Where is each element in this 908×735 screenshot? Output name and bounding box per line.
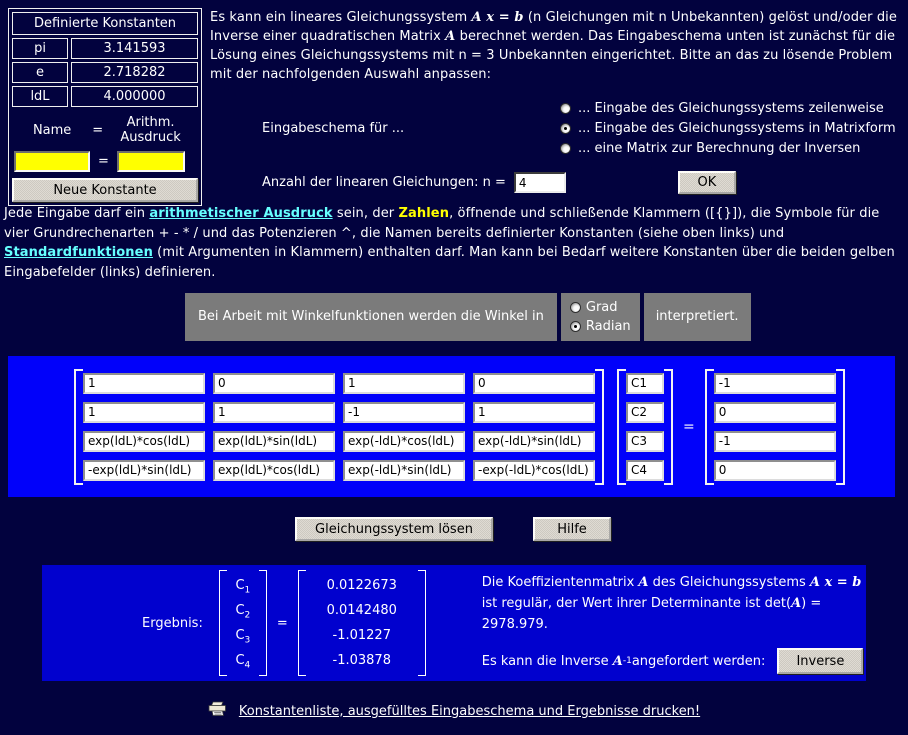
result-unknowns-column xyxy=(227,570,259,676)
angle-band-text-right: interpretiert. xyxy=(644,293,751,341)
unknown-cell-2[interactable] xyxy=(626,431,664,452)
new-constant-button[interactable]: Neue Konstante xyxy=(12,178,198,202)
result-text xyxy=(482,572,866,674)
bracket-right xyxy=(595,369,604,485)
equation-count-input[interactable] xyxy=(514,172,566,193)
angle-mode-band xyxy=(185,293,751,341)
unknown-base: C xyxy=(235,578,245,593)
expr-header-line1: Arithm. xyxy=(126,115,175,130)
schema-option-zeilenweise[interactable] xyxy=(560,99,896,118)
inverse-line xyxy=(482,648,866,674)
rhs-cell-3[interactable] xyxy=(714,460,836,481)
intro-column xyxy=(210,8,904,194)
unknown-base: C xyxy=(235,603,245,618)
matrix-cell-2-3[interactable] xyxy=(473,431,595,452)
constants-panel-title: Definierte Konstanten xyxy=(12,12,198,35)
matrix-cell-3-3[interactable] xyxy=(473,460,595,481)
matrix-cell-2-2[interactable] xyxy=(343,431,465,452)
ok-button[interactable]: OK xyxy=(678,171,736,194)
schema-option-label: ... Eingabe des Gleichungssystems zeilenweise xyxy=(578,101,884,116)
rules-seg: Jede Eingabe darf ein xyxy=(4,206,150,221)
result-seg: Es kann die Inverse xyxy=(481,653,609,669)
schema-label: Eingabeschema für ... xyxy=(262,121,405,136)
angle-option-label: Grad xyxy=(585,300,618,315)
constant-value: 3.141593 xyxy=(71,38,198,59)
equals-label: = xyxy=(92,122,104,138)
equation-count-row xyxy=(210,171,904,194)
result-seg: ) = 2978.979. xyxy=(481,596,822,632)
result-value: -1.01227 xyxy=(332,628,391,643)
schema-option-label: ... eine Matrix zur Berechnung der Inversen xyxy=(578,141,861,156)
intro-seg: Es kann ein lineares Gleichungssystem xyxy=(210,10,472,25)
result-panel xyxy=(42,565,866,681)
equation-matrix-panel xyxy=(8,356,895,497)
result-unknown xyxy=(227,623,259,648)
new-constant-expr-input[interactable] xyxy=(117,151,185,172)
print-link[interactable]: Konstantenliste, ausgefülltes Eingabeschema und Ergebnisse drucken! xyxy=(238,703,701,719)
rhs-column xyxy=(714,369,836,485)
bracket-left xyxy=(705,369,714,485)
bracket-right xyxy=(664,369,673,485)
matrix-cell-0-2[interactable] xyxy=(343,373,465,394)
schema-option-label: ... Eingabe des Gleichungssystems in Matrixform xyxy=(578,121,896,136)
radio-icon[interactable] xyxy=(570,302,581,313)
equals-sign: = xyxy=(276,615,288,631)
matrix-cell-0-3[interactable] xyxy=(473,373,595,394)
unknown-subscript: 1 xyxy=(244,585,251,596)
unknown-subscript: 3 xyxy=(244,635,251,646)
expr-header-line2: Ausdruck xyxy=(120,130,181,145)
unknowns-column xyxy=(626,369,664,485)
new-constant-header xyxy=(12,115,198,145)
unknown-base: C xyxy=(235,653,245,668)
new-constant-name-input[interactable] xyxy=(14,151,90,172)
matrix-cell-0-1[interactable] xyxy=(213,373,335,394)
result-unknown xyxy=(227,598,259,623)
zahlen-highlight: Zahlen xyxy=(398,206,450,221)
result-value: 0.0142480 xyxy=(326,603,397,618)
inverse-button[interactable]: Inverse xyxy=(777,648,863,674)
math-axb: A x = b xyxy=(809,575,862,590)
result-unknown xyxy=(227,573,259,598)
unknown-subscript: 4 xyxy=(244,660,251,671)
result-unknown xyxy=(227,648,259,673)
matrix-grid xyxy=(83,369,595,485)
matrix-cell-3-0[interactable] xyxy=(83,460,205,481)
bracket-right xyxy=(836,369,845,485)
inverse-exponent: -1 xyxy=(622,655,632,666)
constant-value: 4.000000 xyxy=(71,86,198,107)
unknown-base: C xyxy=(235,628,245,643)
equals-label: = xyxy=(98,154,109,169)
unknown-cell-0[interactable] xyxy=(626,373,664,394)
bracket-left xyxy=(74,369,83,485)
matrix-cell-1-0[interactable] xyxy=(83,402,205,423)
schema-options xyxy=(560,99,896,158)
result-seg: des Gleichungssystems xyxy=(648,575,810,590)
printer-icon xyxy=(208,701,227,721)
radio-icon[interactable] xyxy=(560,123,571,134)
rules-seg: (mit Argumenten in Klammern) enthalten darf. Man kann bei Bedarf weitere Konstanten über die beiden gelben Eingabefelder (links) definieren. xyxy=(4,245,895,280)
new-constant-inputs xyxy=(14,151,196,172)
schema-option-matrixform[interactable] xyxy=(560,119,896,138)
intro-seg: (n Gleichungen mit n Unbekannten) gelöst und/oder die Inverse einer quadratischen Matrix xyxy=(210,10,897,44)
constant-name: pi xyxy=(12,38,68,59)
schema-selection xyxy=(210,99,904,158)
result-values-column xyxy=(306,570,418,676)
matrix-cell-2-1[interactable] xyxy=(213,431,335,452)
bracket-left xyxy=(617,369,626,485)
radio-icon[interactable] xyxy=(570,321,581,332)
schema-option-inverse[interactable] xyxy=(560,139,896,158)
matrix-cell-1-2[interactable] xyxy=(343,402,465,423)
result-seg: ist regulär, der Wert ihrer Determinante ist det( xyxy=(481,596,792,611)
matrix-cell-2-0[interactable] xyxy=(83,431,205,452)
bracket-right xyxy=(418,570,426,676)
angle-mode-options xyxy=(561,293,640,341)
intro-seg: berechnet werden. Das Eingabeschema unten ist zunächst für die Lösung eines Gleichungssystems mit n = 3 Unbekannten eingerichtet. Bitte an das zu lösende Problem mit der nachfolgenden Auswahl anpassen: xyxy=(210,29,896,82)
arithmetic-expression-link[interactable]: arithmetischer Ausdruck xyxy=(149,206,333,221)
equation-count-label: Anzahl der linearen Gleichungen: n = xyxy=(262,175,506,190)
matrix-cell-1-1[interactable] xyxy=(213,402,335,423)
unknown-cell-1[interactable] xyxy=(626,402,664,423)
rhs-cell-0[interactable] xyxy=(714,373,836,394)
rhs-vector xyxy=(705,369,845,485)
rhs-cell-1[interactable] xyxy=(714,402,836,423)
solve-button[interactable]: Gleichungssystem lösen xyxy=(295,517,493,541)
math-a: A xyxy=(791,596,802,611)
angle-option-grad[interactable] xyxy=(570,300,631,315)
help-button[interactable]: Hilfe xyxy=(533,517,611,541)
math-a: A xyxy=(612,653,623,669)
constant-name: e xyxy=(12,62,68,83)
result-seg: Die Koeffizientenmatrix xyxy=(481,575,639,590)
rules-seg: , öffnende und schließende Klammern ([{}]), die Symbole für die vier Grundrechenarten + - * / und das Potenzieren ^, die Namen bereits definierter Konstanten (siehe oben links) und xyxy=(4,206,880,241)
bracket-right xyxy=(259,570,267,676)
angle-band-text-left: Bei Arbeit mit Winkelfunktionen werden die Winkel in xyxy=(185,293,557,341)
radio-icon[interactable] xyxy=(560,143,571,154)
determinant-text xyxy=(482,572,866,635)
standard-functions-link[interactable]: Standardfunktionen xyxy=(4,245,153,260)
angle-option-radian[interactable] xyxy=(570,319,631,334)
equals-sign: = xyxy=(683,418,695,435)
constants-panel xyxy=(8,8,202,206)
unknown-subscript: 2 xyxy=(244,610,251,621)
coefficient-matrix xyxy=(74,369,604,485)
math-a: A xyxy=(638,575,649,590)
unknowns-vector xyxy=(617,369,673,485)
math-axb: A x = b xyxy=(471,10,524,25)
constant-name: ldL xyxy=(12,86,68,107)
name-header-label: Name xyxy=(32,122,72,138)
expr-header-label xyxy=(103,115,198,145)
rules-seg: sein, der xyxy=(332,206,399,221)
result-value: 0.0122673 xyxy=(326,578,397,593)
unknown-cell-3[interactable] xyxy=(626,460,664,481)
print-row xyxy=(0,701,908,721)
constant-row-ldl xyxy=(12,86,198,107)
rhs-cell-2[interactable] xyxy=(714,431,836,452)
result-value: -1.03878 xyxy=(332,653,391,668)
matrix-cell-0-0[interactable] xyxy=(83,373,205,394)
radio-icon[interactable] xyxy=(560,103,571,114)
result-unknowns-vector xyxy=(219,570,267,676)
bracket-left xyxy=(219,570,227,676)
intro-text xyxy=(210,8,904,84)
action-buttons xyxy=(295,517,611,541)
angle-option-label: Radian xyxy=(585,319,631,334)
matrix-cell-3-1[interactable] xyxy=(213,460,335,481)
math-a: A xyxy=(445,29,456,44)
rules-text xyxy=(4,204,905,282)
constant-row-e xyxy=(12,62,198,83)
constant-row-pi xyxy=(12,38,198,59)
result-label: Ergebnis: xyxy=(142,615,203,631)
matrix-cell-3-2[interactable] xyxy=(343,460,465,481)
matrix-cell-1-3[interactable] xyxy=(473,402,595,423)
result-seg: angefordert werden: xyxy=(631,653,766,669)
constant-value: 2.718282 xyxy=(71,62,198,83)
bracket-left xyxy=(298,570,306,676)
result-values-vector xyxy=(298,570,426,676)
